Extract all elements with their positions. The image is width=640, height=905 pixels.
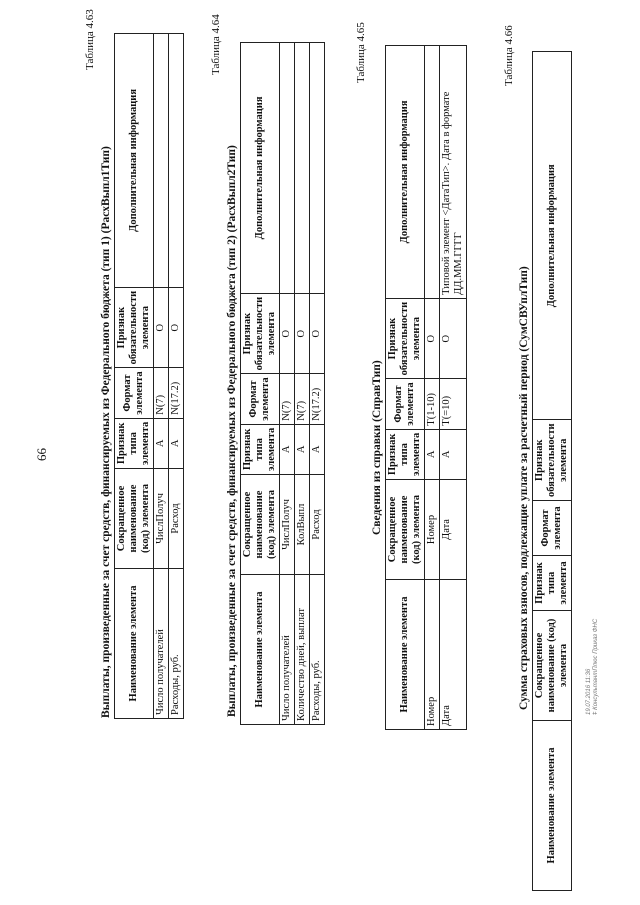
cell-required: О xyxy=(310,293,325,374)
header-name: Наименование элемента xyxy=(386,580,425,730)
table-4-63 xyxy=(114,33,184,719)
cell-type: А xyxy=(280,424,295,474)
cell-name: Расходы, руб. xyxy=(310,575,325,725)
header-name: Наименование элемента xyxy=(115,569,154,719)
cell-code: Дата xyxy=(440,480,467,580)
table-caption: Сумма страховых взносов, подлежащие уплате за расчетный период (СумСВУплТип) xyxy=(518,266,530,710)
cell-info xyxy=(154,34,169,288)
header-required: Признак обязательности элемента xyxy=(115,287,154,368)
header-name: Наименование элемента xyxy=(241,575,280,725)
cell-info: Типовой элемент <ДатаТип>. Дата в формате ДД.ММ.ГГГГ xyxy=(440,46,467,299)
table-caption: Выплаты, произведенные за счет средств, финансируемых из Федерального бюджета (тип 1) (РасхВыпл1Тип) xyxy=(100,146,112,718)
table-header-row xyxy=(533,52,572,891)
cell-name: Количество дней, выплат xyxy=(295,575,310,725)
cell-info xyxy=(169,34,184,288)
cell-format: N(7) xyxy=(280,374,295,424)
header-type: Признак типа элемента xyxy=(241,424,280,474)
cell-info xyxy=(280,43,295,294)
table-caption: Выплаты, произведенные за счет средств, финансируемых из Федерального бюджета (тип 2) (РасхВыпл2Тип) xyxy=(226,145,238,717)
cell-name: Номер xyxy=(425,580,440,730)
cell-type: А xyxy=(154,418,169,468)
cell-name: Дата xyxy=(440,580,467,730)
header-info: Дополнительная информация xyxy=(115,34,154,288)
cell-type: А xyxy=(169,418,184,468)
table-label: Таблица 4.63 xyxy=(84,9,96,70)
table-row xyxy=(280,43,295,725)
header-type: Признак типа элемента xyxy=(386,429,425,479)
table-row xyxy=(310,43,325,725)
header-required: Признак обязательности элемента xyxy=(386,298,425,379)
cell-info xyxy=(425,46,440,299)
cell-required: О xyxy=(295,293,310,374)
table-row xyxy=(169,34,184,719)
document-stamp xyxy=(586,619,600,715)
cell-required: О xyxy=(440,298,467,379)
cell-code: Расход xyxy=(310,475,325,575)
table-4-66 xyxy=(532,51,572,891)
table-4-65 xyxy=(385,45,467,730)
cell-type: А xyxy=(310,424,325,474)
stamp-line: ǂ КонсультантПлюс Приказ ФНС xyxy=(593,618,599,715)
cell-format: T(=10) xyxy=(440,379,467,429)
cell-name: Число получателей xyxy=(280,575,295,725)
cell-format: N(17.2) xyxy=(169,368,184,418)
cell-info xyxy=(310,43,325,294)
header-name: Наименование элемента xyxy=(533,721,572,891)
header-type: Признак типа элемента xyxy=(533,556,572,611)
table-label: Таблица 4.64 xyxy=(210,14,222,75)
table-row xyxy=(440,46,467,730)
cell-required: О xyxy=(154,287,169,368)
table-4-64 xyxy=(240,42,325,725)
table-header-row xyxy=(241,43,280,725)
table-label: Таблица 4.66 xyxy=(503,25,515,86)
cell-format: N(7) xyxy=(295,374,310,424)
cell-format: N(7) xyxy=(154,368,169,418)
cell-name: Расходы, руб. xyxy=(169,569,184,719)
cell-required: О xyxy=(169,287,184,368)
header-type: Признак типа элемента xyxy=(115,418,154,468)
table-row xyxy=(425,46,440,730)
header-required: Признак обязательности элемента xyxy=(533,420,572,501)
cell-required: О xyxy=(425,298,440,379)
header-code: Сокращенное наименование (код) элемента xyxy=(115,469,154,569)
table-caption: Сведения из справки (СправТип) xyxy=(371,360,383,535)
header-info: Дополнительная информация xyxy=(533,52,572,420)
stamp-line: 19.07.2016 11:36 xyxy=(586,668,592,715)
cell-type: А xyxy=(425,429,440,479)
header-info: Дополнительная информация xyxy=(386,46,425,299)
cell-format: N(17.2) xyxy=(310,374,325,424)
header-code: Сокращенное наименование (код) элемента xyxy=(241,475,280,575)
header-format: Формат элемента xyxy=(386,379,425,429)
table-row xyxy=(154,34,169,719)
page-number: 66 xyxy=(34,448,49,461)
header-required: Признак обязательности элемента xyxy=(241,293,280,374)
cell-code: ЧислПолуч xyxy=(154,469,169,569)
cell-code: Расход xyxy=(169,469,184,569)
cell-info xyxy=(295,43,310,294)
table-label: Таблица 4.65 xyxy=(355,22,367,83)
header-format: Формат элемента xyxy=(241,374,280,424)
cell-code: КолВыпл xyxy=(295,475,310,575)
header-info: Дополнительная информация xyxy=(241,43,280,294)
header-code: Сокращенное наименование (код) элемента xyxy=(386,480,425,580)
table-row xyxy=(295,43,310,725)
header-code: Сокращенное наименование (код) элемента xyxy=(533,611,572,721)
cell-name: Число получателей xyxy=(154,569,169,719)
cell-code: Номер xyxy=(425,480,440,580)
cell-required: О xyxy=(280,293,295,374)
cell-type: А xyxy=(440,429,467,479)
table-header-row xyxy=(115,34,154,719)
table-header-row xyxy=(386,46,425,730)
cell-format: T(1-10) xyxy=(425,379,440,429)
header-format: Формат элемента xyxy=(115,368,154,418)
cell-code: ЧислПолуч xyxy=(280,475,295,575)
cell-type: А xyxy=(295,424,310,474)
header-format: Формат элемента xyxy=(533,501,572,556)
